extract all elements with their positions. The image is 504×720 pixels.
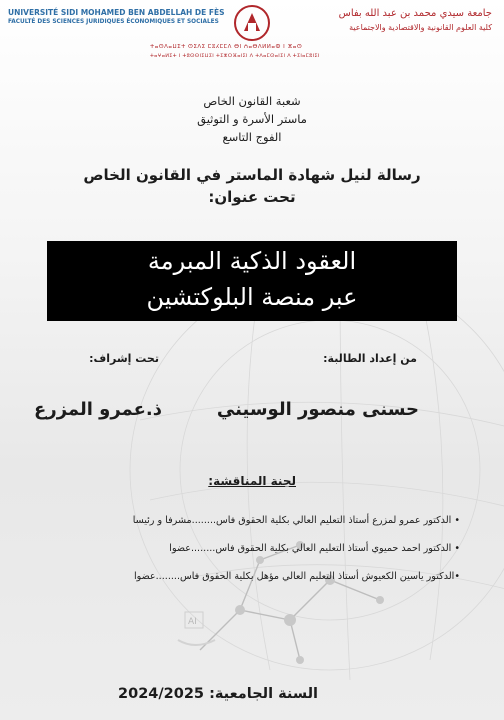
committee-member-2: • الدكتور احمد حميوي أستاذ التعليم العالي بكلية الحقوق فاس........عضوا — [169, 543, 460, 554]
university-name-ar: جامعة سيدي محمد بن عبد الله بفاس — [338, 8, 492, 19]
thesis-title-line2: عبر منصة البلوكتشين — [146, 283, 358, 311]
thesis-purpose: رسالة لنيل شهادة الماستر في القانون الخاص — [83, 166, 421, 184]
university-header — [0, 0, 504, 72]
committee-member-3: •الدكتور ياسين الكعيوش أستاذ التعليم العالي مؤهل بكلية الحقوق فاس........عضوا — [133, 571, 460, 582]
under-title-label: تحت عنوان: — [208, 188, 296, 206]
supervisor-name: ذ.عمرو المزرع — [34, 399, 162, 420]
thesis-title-line1: العقود الذكية المبرمة — [147, 247, 357, 275]
university-logo-icon — [232, 3, 272, 43]
svg-text:AI: AI — [188, 617, 197, 627]
university-name-tifinagh: ⵜⴰⵙⴷⴰⵡⵉⵜ ⵙⵉⴷⵉ ⵎⵓⵃⵎⵎⴷ ⴱⵏ ⵄⴰⴱⴷⵍⵍⴰⵀ ⵏ ⴼⴰⵙ — [150, 44, 303, 50]
faculty-name-ar: كلية العلوم القانونية والاقتصادية والاجتماعية — [349, 23, 492, 32]
master-program: ماستر الأسرة و التوثيق — [197, 112, 307, 126]
cohort: الفوج التاسع — [222, 130, 282, 144]
committee-member-1: • الدكتور عمرو لمزرع أستاذ التعليم العالي بكلية الحقوق فاس........مشرفا و رئيسا — [132, 515, 460, 526]
faculty-name-fr: FACULTÉ DES SCIENCES JURIDIQUES ÉCONOMIQUES ET SOCIALES — [8, 19, 219, 25]
department: شعبة القانون الخاص — [203, 94, 301, 108]
university-name-fr: UNIVERSITÉ SIDI MOHAMED BEN ABDELLAH DE FÈS — [8, 8, 225, 17]
committee-title: لجنة المناقشة: — [208, 474, 296, 488]
student-label: من إعداد الطالبة: — [323, 352, 417, 365]
academic-year: السنة الجامعية: 2024/2025 — [118, 686, 318, 702]
faculty-name-tifinagh: ⵜⴰⵖⴰⵍⵉⵜ ⵏ ⵜⵓⵙⵙⵏⵉⵡⵉⵏ ⵜⵉⵣⵔⴼⴰⵏⵉⵏ ⴷ ⵜⴷⴰⵎⵙⴰⵏⵉⵏ ⴷ ⵜⵉⵏⴰⵎⵓⵏⵉⵏ — [150, 53, 320, 59]
student-name: حسنى منصور الوسيني — [216, 399, 419, 420]
thesis-title-box — [47, 241, 457, 321]
supervisor-label: تحت إشراف: — [89, 352, 159, 365]
